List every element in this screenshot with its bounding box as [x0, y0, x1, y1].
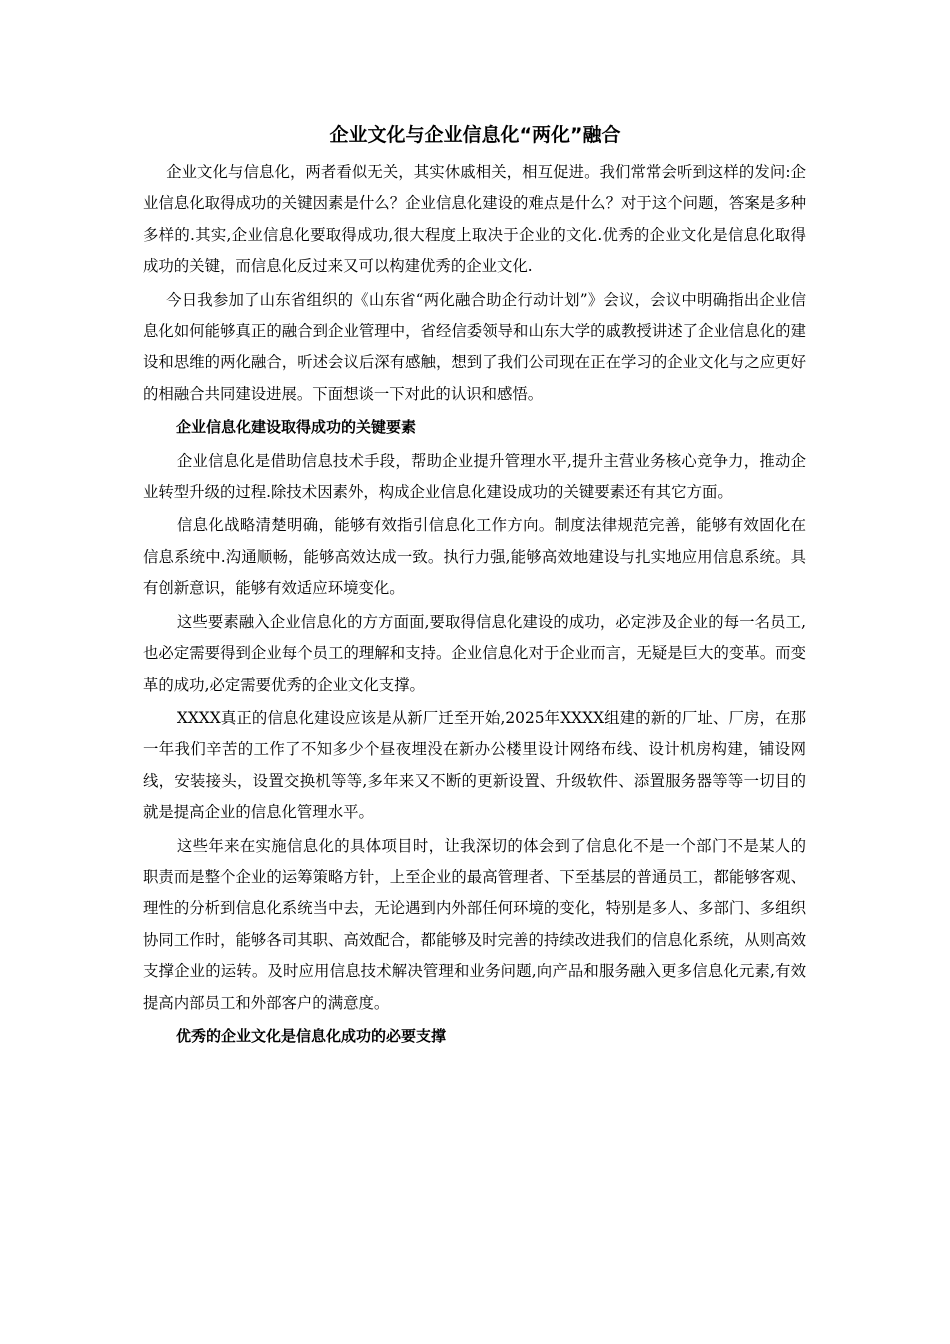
section-heading-culture-support: 优秀的企业文化是信息化成功的必要支撑 [176, 1026, 447, 1045]
document-body [143, 157, 806, 1054]
paragraph-integration: 这些要素融入企业信息化的方方面面,要取得信息化建设的成功，必定涉及企业的每一名员工,也必定需要得到企业每个员工的理解和支持。企业信息化对于企业而言，无疑是巨大的变革。而变革的成功,必定需要优秀的企业文化支撑。 [143, 612, 806, 694]
paragraph-experience: 这些年来在实施信息化的具体项目时，让我深切的体会到了信息化不是一个部门不是某人的职责而是整个企业的运筹策略方针，上至企业的最高管理者、下至基层的普通员工，都能够客观、理性的分析到信息化系统当中去，无论遇到内外部任何环境的变化，特别是多人、多部门、多组织协同工作时，能够各司其职、高效配合，都能够及时完善的持续改进我们的信息化系统，从则高效支撑企业的运转。及时应用信息技术解决管理和业务问题,向产品和服务融入更多信息化元素,有效提高内部员工和外部客户的满意度。 [143, 836, 806, 1012]
section-heading-key-factors: 企业信息化建设取得成功的关键要素 [176, 418, 417, 437]
paragraph-intro: 企业文化与信息化，两者看似无关，其实休戚相关，相互促进。我们常常会听到这样的发问:企业信息化取得成功的关键因素是什么？企业信息化建设的难点是什么？对于这个问题，答案是多种多样的.其实,企业信息化要取得成功,很大程度上取决于企业的文化.优秀的企业文化是信息化取得成功的关键，而信息化反过来又可以构建优秀的企业文化. [143, 163, 806, 276]
paragraph-definition: 企业信息化是借助信息技术手段，帮助企业提升管理水平,提升主营业务核心竞争力，推动企业转型升级的过程.除技术因素外，构成企业信息化建设成功的关键要素还有其它方面。 [143, 451, 806, 502]
paragraph-meeting: 今日我参加了山东省组织的《山东省“两化融合助企行动计划”》会议，会议中明确指出企业信息化如何能够真正的融合到企业管理中，省经信委领导和山东大学的戚教授讲述了企业信息化的建设和思维的两化融合，听述会议后深有感触，想到了我们公司现在正在学习的企业文化与之应更好的相融合共同建设进展。下面想谈一下对此的认识和感悟。 [143, 290, 806, 403]
paragraph-factors: 信息化战略清楚明确，能够有效指引信息化工作方向。制度法律规范完善，能够有效固化在信息系统中.沟通顺畅，能够高效达成一致。执行力强,能够高效地建设与扎实地应用信息系统。具有创新意识，能够有效适应环境变化。 [143, 516, 806, 598]
paragraph-history: XXXX真正的信息化建设应该是从新厂迁至开始,2025年XXXX组建的新的厂址、厂房，在那一年我们辛苦的工作了不知多少个昼夜埋没在新办公楼里设计网络布线、设计机房构建，铺设网线，安装接头，设置交换机等等,多年来又不断的更新设置、升级软件、添置服务器等等一切目的就是提高企业的信息化管理水平。 [143, 708, 806, 822]
document-title: 企业文化与企业信息化“两化”融合 [329, 124, 621, 146]
